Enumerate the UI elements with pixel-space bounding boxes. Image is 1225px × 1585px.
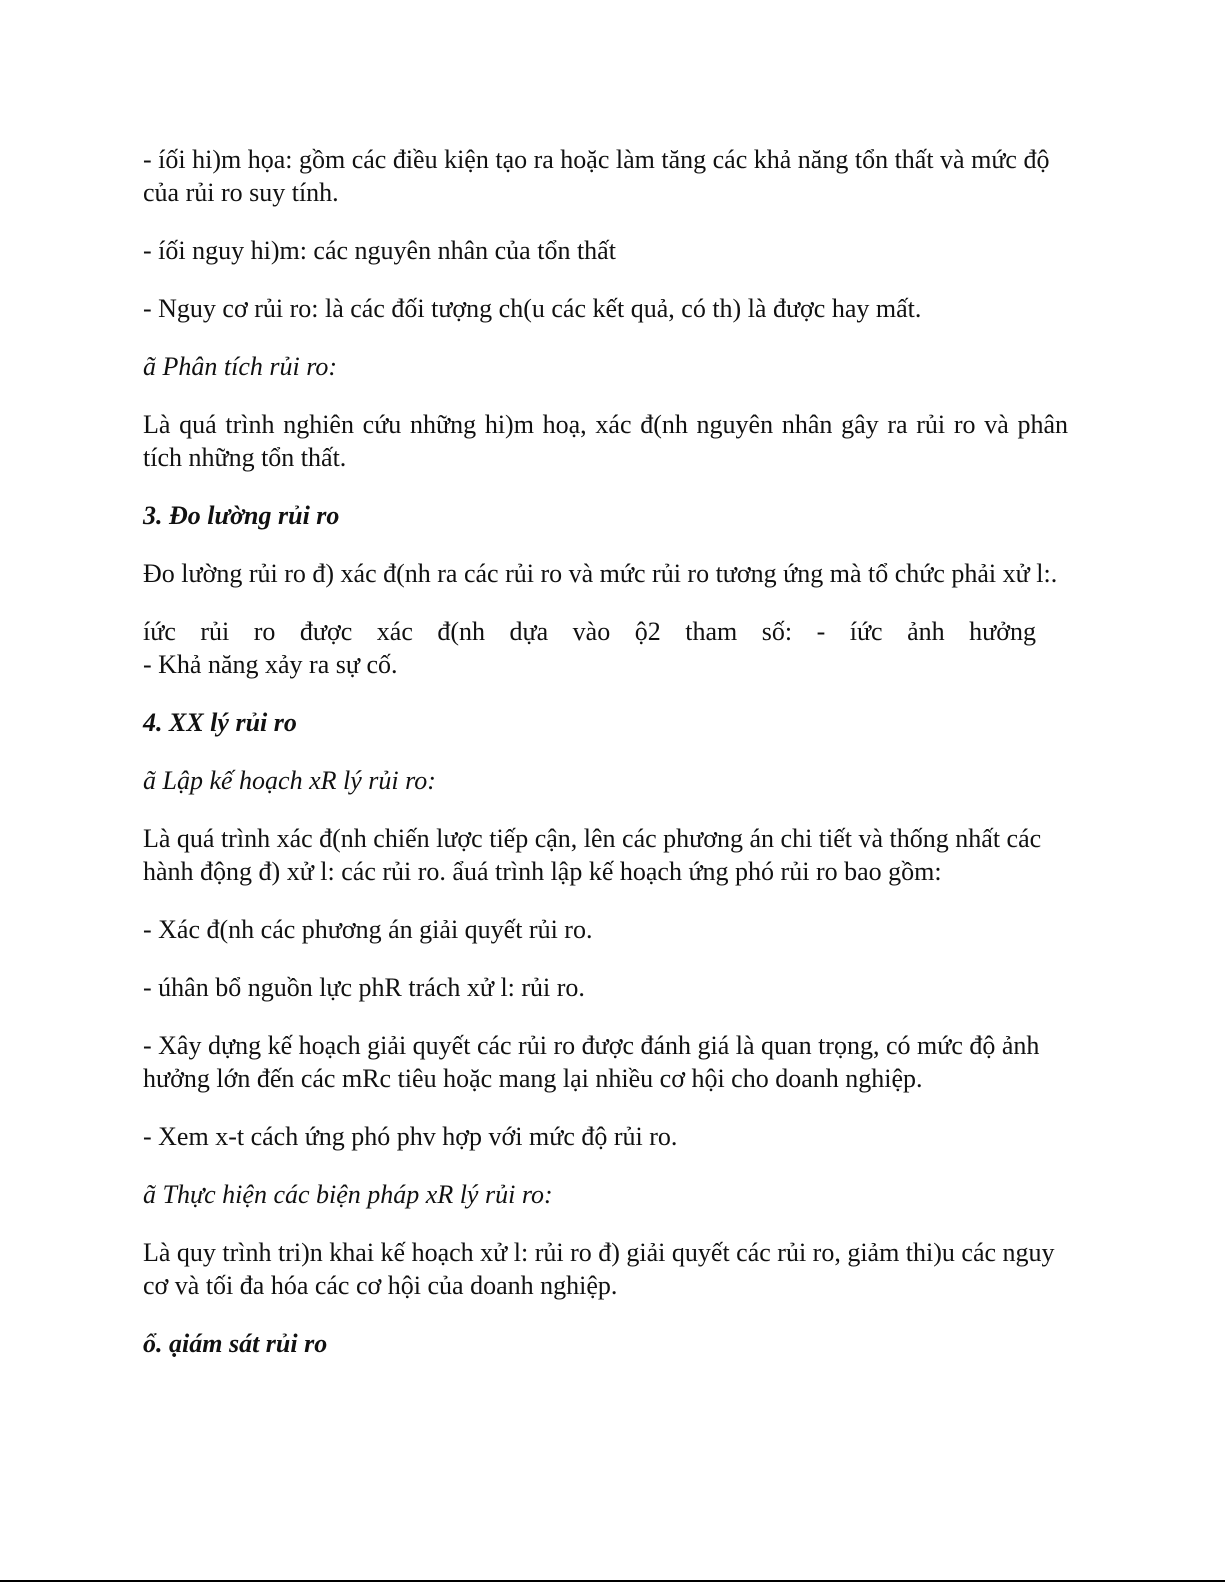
subheading-risk-analysis: ã Phân tích rủi ro:: [143, 352, 338, 381]
paragraph-risk-hazard: - íối hi)m họa: gồm các điều kiện tạo ra hoặc làm tăng các khả năng tổn thất và mức độ của rủi ro suy tính.: [143, 145, 1050, 207]
page-bottom-rule: [0, 1580, 1225, 1582]
paragraph-risk-peril: - íối nguy hi)m: các nguyên nhân của tổn thất: [143, 236, 616, 265]
risk-level-line-1: íức rủi ro được xác đ(nh dựa vào ộ2 tham số: - íức ảnh hưởng: [143, 617, 1036, 646]
paragraph-risk-exposure: - Nguy cơ rủi ro: là các đối tượng ch(u các kết quả, có th) là được hay mất.: [143, 294, 922, 323]
bullet-build-plan: - Xây dựng kế hoạch giải quyết các rủi ro được đánh giá là quan trọng, có mức độ ảnh hưởng lớn đến các mRc tiêu hoặc mang lại nhiều cơ hội cho doanh nghiệp.: [143, 1031, 1040, 1093]
paragraph-risk-implementation: Là quy trình tri)n khai kế hoạch xử l: rủi ro đ) giải quyết các rủi ro, giảm thi)u các nguy cơ và tối đa hóa các cơ hội của doanh nghiệp.: [143, 1238, 1055, 1300]
paragraph-risk-plan: Là quá trình xác đ(nh chiến lược tiếp cận, lên các phương án chi tiết và thống nhất các hành động đ) xử l: các rủi ro. ẩuá trình lập kế hoạch ứng phó rủi ro bao gồm:: [143, 824, 1042, 886]
bullet-consider-response: - Xem x-t cách ứng phó phv hợp với mức độ rủi ro.: [143, 1122, 678, 1151]
risk-level-line-2: - Khả năng xảy ra sự cố.: [143, 650, 398, 679]
paragraph-risk-level: [143, 615, 1068, 681]
section-heading-3: 3. Đo lường rủi ro: [143, 501, 340, 530]
document-body: [143, 143, 1068, 1360]
subheading-risk-implementation: ã Thực hiện các biện pháp xR lý rủi ro:: [143, 1180, 553, 1209]
section-heading-5: ổ. ạiám sát rủi ro: [143, 1329, 328, 1358]
bullet-identify-options: - Xác đ(nh các phương án giải quyết rủi ro.: [143, 915, 593, 944]
bullet-allocate-resources: - úhân bổ nguồn lực phR trách xử l: rủi ro.: [143, 973, 585, 1002]
section-heading-4: 4. XX lý rủi ro: [143, 708, 297, 737]
paragraph-risk-analysis: Là quá trình nghiên cứu những hi)m hoạ, xác đ(nh nguyên nhân gây ra rủi ro và phân tích những tổn thất.: [143, 410, 1068, 472]
paragraph-risk-measurement: Đo lường rủi ro đ) xác đ(nh ra các rủi ro và mức rủi ro tương ứng mà tổ chức phải xử l:.: [143, 559, 1058, 588]
subheading-risk-plan: ã Lập kế hoạch xR lý rủi ro:: [143, 766, 436, 795]
